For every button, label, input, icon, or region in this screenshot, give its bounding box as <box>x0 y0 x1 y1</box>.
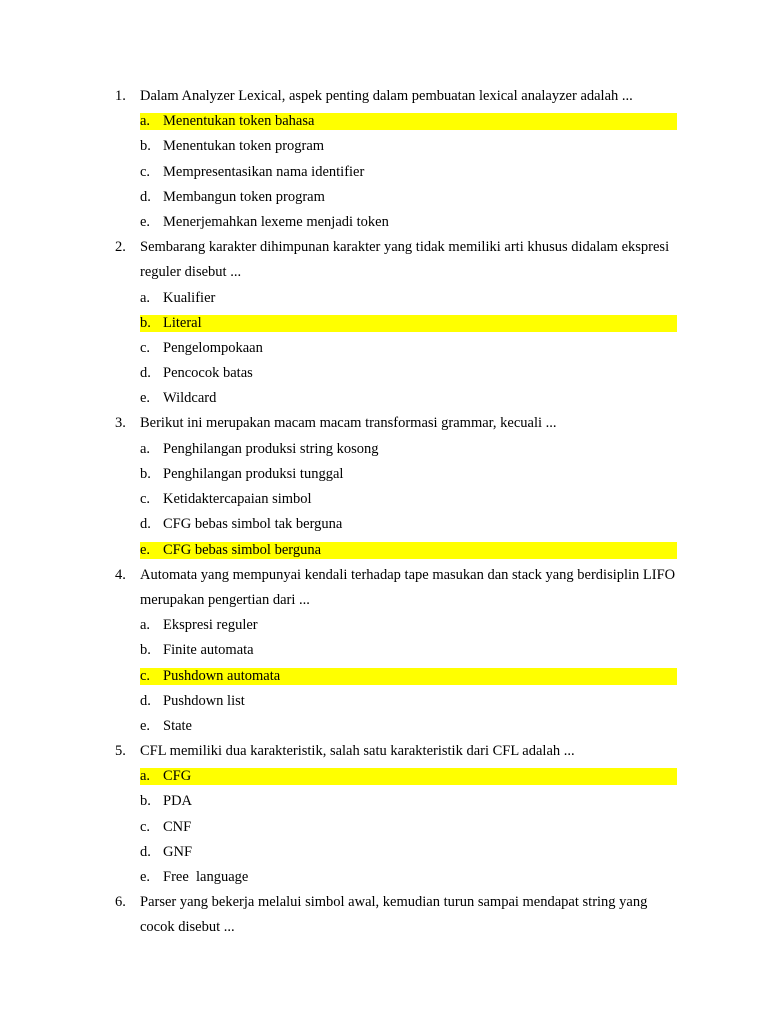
option-row <box>140 164 677 181</box>
option-text: Penghilangan produksi tunggal <box>163 465 344 482</box>
option-row <box>140 793 677 810</box>
option-row <box>140 642 677 659</box>
option-text: CFG bebas simbol berguna <box>163 541 322 558</box>
option-list <box>115 764 677 890</box>
option-letter: e. <box>140 390 151 407</box>
option-letter: d. <box>140 365 151 382</box>
option-letter: d. <box>140 843 151 860</box>
option-letter: c. <box>140 491 151 508</box>
option-letter: a. <box>140 289 151 306</box>
answer-option <box>140 361 677 386</box>
option-text: Wildcard <box>163 390 217 407</box>
answer-option <box>140 613 677 638</box>
question-number: 6. <box>115 894 126 911</box>
option-text: Penghilangan produksi string kosong <box>163 440 379 457</box>
option-text: Menerjemahkan lexeme menjadi token <box>163 214 389 231</box>
question-line <box>115 411 677 436</box>
question-text: Berikut ini merupakan macam macam transformasi grammar, kecuali ... <box>140 415 557 432</box>
answer-option <box>140 386 677 411</box>
option-letter: c. <box>140 340 151 357</box>
option-row <box>140 491 677 508</box>
option-text: GNF <box>163 843 193 860</box>
question-item <box>115 235 677 411</box>
answer-option <box>140 437 677 462</box>
option-letter: b. <box>140 138 151 155</box>
option-text: PDA <box>163 793 193 810</box>
answer-option <box>140 286 677 311</box>
answer-option-highlighted <box>140 764 677 789</box>
option-list <box>115 437 677 563</box>
question-item <box>115 739 677 890</box>
option-row <box>140 390 677 407</box>
option-text: Membangun token program <box>163 188 325 205</box>
answer-option <box>140 160 677 185</box>
answer-option <box>140 815 677 840</box>
answer-option-highlighted <box>140 311 677 336</box>
question-item <box>115 411 677 562</box>
answer-option <box>140 714 677 739</box>
question-number: 3. <box>115 415 126 432</box>
option-row <box>140 768 677 785</box>
answer-option-highlighted <box>140 663 677 688</box>
option-letter: b. <box>140 465 151 482</box>
option-list <box>115 613 677 739</box>
option-letter: d. <box>140 692 151 709</box>
question-line <box>115 235 677 285</box>
question-list <box>115 84 677 941</box>
option-letter: e. <box>140 717 151 734</box>
answer-option <box>140 185 677 210</box>
option-row <box>140 340 677 357</box>
question-line <box>115 890 677 940</box>
option-row <box>140 819 677 836</box>
option-text: Pushdown automata <box>163 667 281 684</box>
option-letter: e. <box>140 869 151 886</box>
option-letter: d. <box>140 188 151 205</box>
question-item <box>115 890 677 940</box>
option-text: State <box>163 717 192 734</box>
option-letter: b. <box>140 314 151 331</box>
option-row <box>140 718 677 735</box>
option-row <box>140 693 677 710</box>
question-number: 1. <box>115 88 126 104</box>
option-row <box>140 466 677 483</box>
question-line <box>115 739 677 764</box>
option-text: Menentukan token bahasa <box>163 113 315 130</box>
option-row <box>140 516 677 533</box>
option-letter: e. <box>140 541 151 558</box>
question-item <box>115 563 677 739</box>
option-text: Mempresentasikan nama identifier <box>163 163 365 180</box>
answer-option <box>140 336 677 361</box>
option-letter: c. <box>140 667 151 684</box>
answer-option <box>140 638 677 663</box>
option-row <box>140 668 677 685</box>
answer-option <box>140 865 677 890</box>
answer-option <box>140 487 677 512</box>
answer-option-highlighted <box>140 537 677 562</box>
option-text: Finite automata <box>163 642 254 659</box>
option-row <box>140 113 677 130</box>
option-text: CFG <box>163 768 192 785</box>
answer-option <box>140 134 677 159</box>
option-row <box>140 542 677 559</box>
option-list <box>115 109 677 235</box>
answer-option <box>140 512 677 537</box>
question-line <box>115 84 677 109</box>
option-letter: c. <box>140 818 151 835</box>
question-number: 4. <box>115 566 126 583</box>
option-letter: a. <box>140 617 151 634</box>
option-row <box>140 441 677 458</box>
option-row <box>140 138 677 155</box>
option-list <box>115 286 677 412</box>
question-line <box>115 563 677 613</box>
option-row <box>140 844 677 861</box>
option-letter: a. <box>140 440 151 457</box>
option-text: Ketidaktercapaian simbol <box>163 491 312 508</box>
question-text: Dalam Analyzer Lexical, aspek penting dalam pembuatan lexical analayzer adalah ... <box>140 88 633 104</box>
answer-option <box>140 789 677 814</box>
answer-option <box>140 689 677 714</box>
option-text: Pushdown list <box>163 692 245 709</box>
question-text: Parser yang bekerja melalui simbol awal, kemudian turun sampai mendapat string yang cocok disebut ... <box>140 894 648 936</box>
answer-option-highlighted <box>140 109 677 134</box>
option-letter: d. <box>140 516 151 533</box>
option-text: Pengelompokaan <box>163 340 263 357</box>
option-row <box>140 315 677 332</box>
option-text: Menentukan token program <box>163 138 325 155</box>
option-row <box>140 189 677 206</box>
option-row <box>140 617 677 634</box>
answer-option <box>140 462 677 487</box>
option-letter: a. <box>140 768 151 785</box>
option-row <box>140 869 677 886</box>
option-text: CNF <box>163 818 192 835</box>
question-text: Automata yang mempunyai kendali terhadap tape masukan dan stack yang berdisiplin LIFO merupakan pengertian dari ... <box>140 566 676 608</box>
option-letter: b. <box>140 642 151 659</box>
option-letter: c. <box>140 163 151 180</box>
option-letter: a. <box>140 113 151 130</box>
option-text: CFG bebas simbol tak berguna <box>163 516 343 533</box>
option-text: Literal <box>163 314 202 331</box>
answer-option <box>140 840 677 865</box>
question-number: 2. <box>115 239 126 256</box>
option-text: Pencocok batas <box>163 365 253 382</box>
question-number: 5. <box>115 742 126 759</box>
option-row <box>140 214 677 231</box>
option-text: Kualifier <box>163 289 216 306</box>
option-letter: e. <box>140 214 151 231</box>
option-letter: b. <box>140 793 151 810</box>
answer-option <box>140 210 677 235</box>
question-item <box>115 84 677 235</box>
question-text: CFL memiliki dua karakteristik, salah satu karakteristik dari CFL adalah ... <box>140 742 575 759</box>
option-text: Ekspresi reguler <box>163 617 258 634</box>
question-text: Sembarang karakter dihimpunan karakter yang tidak memiliki arti khusus didalam ekspresi reguler disebut ... <box>140 239 670 281</box>
option-row <box>140 365 677 382</box>
option-text: Free language <box>163 869 249 886</box>
option-row <box>140 290 677 307</box>
